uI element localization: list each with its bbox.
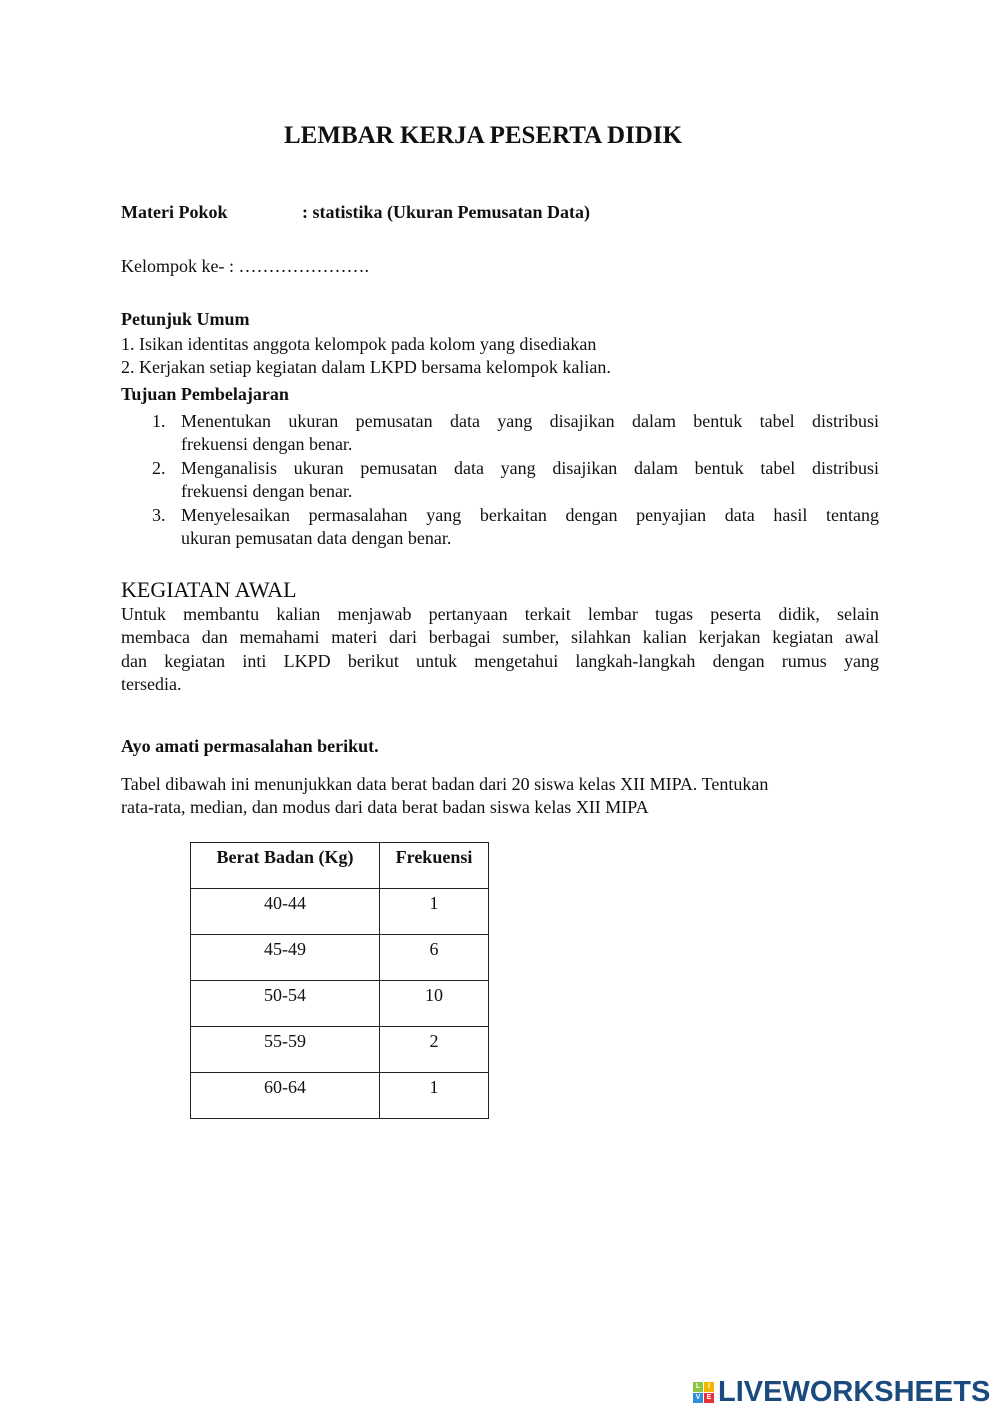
petunjuk-heading: Petunjuk Umum: [121, 309, 250, 329]
tujuan-num: 1.: [152, 411, 166, 431]
table-row: [191, 889, 489, 935]
table-header-row: [191, 843, 489, 889]
cell-frequency: 2: [380, 1027, 489, 1073]
problem-line: rata-rata, median, dan modus dari data berat badan siswa kelas XII MIPA: [121, 797, 649, 817]
tujuan-item-cont: frekuensi dengan benar.: [181, 434, 353, 454]
logo-blocks-icon: [693, 1382, 714, 1403]
data-table: [190, 842, 489, 1119]
logo-block: V: [693, 1393, 703, 1403]
tujuan-num: 3.: [152, 505, 166, 525]
kegiatan-line: membaca dan memahami materi dari berbagai sumber, silahkan kalian kerjakan kegiatan awal: [121, 627, 879, 647]
tujuan-item-cont: ukuran pemusatan data dengan benar.: [181, 528, 452, 548]
logo-block: I: [704, 1382, 714, 1392]
kelompok-field: Kelompok ke- : ………………….: [121, 256, 369, 276]
cell-frequency: 10: [380, 981, 489, 1027]
liveworksheets-logo: [693, 1376, 990, 1409]
table-row: [191, 1027, 489, 1073]
kegiatan-heading: KEGIATAN AWAL: [121, 577, 297, 602]
header-berat: Berat Badan (Kg): [191, 843, 380, 889]
petunjuk-item: 1. Isikan identitas anggota kelompok pada kolom yang disediakan: [121, 334, 597, 354]
kegiatan-line: tersedia.: [121, 674, 182, 694]
table-row: [191, 1073, 489, 1119]
cell-interval: 60-64: [191, 1073, 380, 1119]
tujuan-item: Menganalisis ukuran pemusatan data yang disajikan dalam bentuk tabel distribusi: [181, 458, 879, 478]
kegiatan-line: Untuk membantu kalian menjawab pertanyaan terkait lembar tugas peserta didik, selain: [121, 604, 879, 624]
cell-frequency: 6: [380, 935, 489, 981]
cell-interval: 50-54: [191, 981, 380, 1027]
logo-text: LIVEWORKSHEETS: [718, 1376, 991, 1408]
cell-interval: 45-49: [191, 935, 380, 981]
tujuan-item-cont: frekuensi dengan benar.: [181, 481, 353, 501]
problem-line: Tabel dibawah ini menunjukkan data berat badan dari 20 siswa kelas XII MIPA. Tentukan: [121, 774, 769, 794]
tujuan-item: Menyelesaikan permasalahan yang berkaitan dengan penyajian data hasil tentang: [181, 505, 879, 525]
cell-frequency: 1: [380, 1073, 489, 1119]
table-row: [191, 935, 489, 981]
petunjuk-item: 2. Kerjakan setiap kegiatan dalam LKPD bersama kelompok kalian.: [121, 357, 611, 377]
page-title: LEMBAR KERJA PESERTA DIDIK: [284, 122, 683, 149]
materi-value: : statistika (Ukuran Pemusatan Data): [302, 202, 590, 222]
logo-block: L: [693, 1382, 703, 1392]
materi-label: Materi Pokok: [121, 202, 228, 222]
tujuan-num: 2.: [152, 458, 166, 478]
table-row: [191, 981, 489, 1027]
logo-block: E: [704, 1393, 714, 1403]
tujuan-item: Menentukan ukuran pemusatan data yang disajikan dalam bentuk tabel distribusi: [181, 411, 879, 431]
cell-interval: 40-44: [191, 889, 380, 935]
kegiatan-line: dan kegiatan inti LKPD berikut untuk mengetahui langkah-langkah dengan rumus yang: [121, 651, 879, 671]
ayo-heading: Ayo amati permasalahan berikut.: [121, 736, 379, 756]
tujuan-heading: Tujuan Pembelajaran: [121, 384, 289, 404]
cell-frequency: 1: [380, 889, 489, 935]
cell-interval: 55-59: [191, 1027, 380, 1073]
header-frekuensi: Frekuensi: [380, 843, 489, 889]
